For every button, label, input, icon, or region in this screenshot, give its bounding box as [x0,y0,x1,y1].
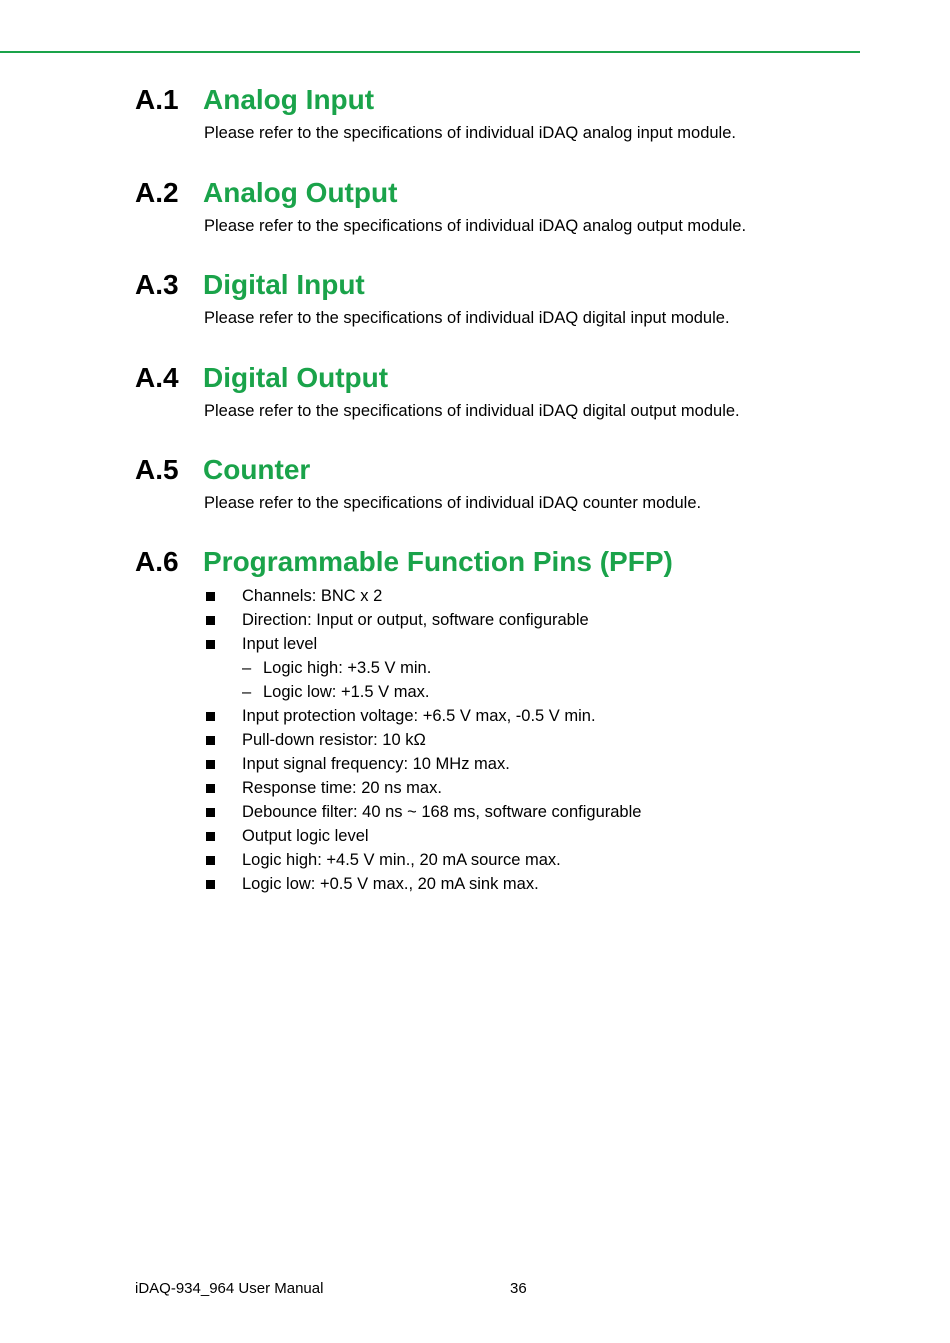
header-rule [0,51,860,53]
footer-manual-title: iDAQ-934_964 User Manual [135,1280,324,1297]
section-title: Analog Input [203,84,375,115]
list-item-text: Response time: 20 ns max. [242,779,442,797]
section-title: Programmable Function Pins (PFP) [203,546,673,577]
list-item-text: Pull-down resistor: 10 kΩ [242,731,426,749]
square-bullet-icon [206,760,215,769]
section-body: Please refer to the specifications of individual iDAQ digital output module. [204,402,740,420]
list-item [0,752,950,776]
list-item [0,704,950,728]
section-title: Analog Output [203,177,398,208]
list-item [0,632,950,656]
list-item [0,848,950,872]
list-item-text: Output logic level [242,827,369,845]
list-item [0,824,950,848]
list-item [0,872,950,896]
list-item-text: Input signal frequency: 10 MHz max. [242,755,510,773]
section-body: Please refer to the specifications of individual iDAQ digital input module. [204,309,730,327]
list-item-text: Logic high: +4.5 V min., 20 mA source max. [242,851,561,869]
square-bullet-icon [206,712,215,721]
list-item [0,608,950,632]
square-bullet-icon [206,808,215,817]
sub-list-item [0,656,950,680]
square-bullet-icon [206,856,215,865]
list-item-text: Logic low: +1.5 V max. [263,683,430,701]
section-number: A.2 [135,177,179,208]
section-number: A.4 [135,362,179,393]
square-bullet-icon [206,736,215,745]
section-title: Digital Input [203,269,365,300]
list-item-text: Logic low: +0.5 V max., 20 mA sink max. [242,875,539,893]
sub-list-item [0,680,950,704]
footer-page-number: 36 [510,1280,527,1297]
section-body: Please refer to the specifications of individual iDAQ analog input module. [204,124,736,142]
square-bullet-icon [206,784,215,793]
list-item-text: Channels: BNC x 2 [242,587,383,605]
square-bullet-icon [206,592,215,601]
section-number: A.5 [135,454,179,485]
section-number: A.1 [135,84,179,115]
pfp-spec-list [0,584,950,896]
section-title: Counter [203,454,311,485]
list-item-text: Logic high: +3.5 V min. [263,659,432,677]
section-body: Please refer to the specifications of individual iDAQ counter module. [204,494,702,512]
section-number: A.6 [135,546,179,577]
square-bullet-icon [206,880,215,889]
square-bullet-icon [206,832,215,841]
list-item-text: Direction: Input or output, software configurable [242,611,589,629]
list-item-text: Input level [242,635,318,653]
section-title: Digital Output [203,362,389,393]
section-body: Please refer to the specifications of individual iDAQ analog output module. [204,217,747,235]
dash-bullet-icon: – [242,683,252,701]
square-bullet-icon [206,616,215,625]
list-item [0,800,950,824]
dash-bullet-icon: – [242,659,252,677]
list-item [0,584,950,608]
list-item-text: Debounce filter: 40 ns ~ 168 ms, software configurable [242,803,642,821]
square-bullet-icon [206,640,215,649]
list-item-text: Input protection voltage: +6.5 V max, -0.5 V min. [242,707,596,725]
list-item [0,776,950,800]
list-item [0,728,950,752]
section-number: A.3 [135,269,179,300]
